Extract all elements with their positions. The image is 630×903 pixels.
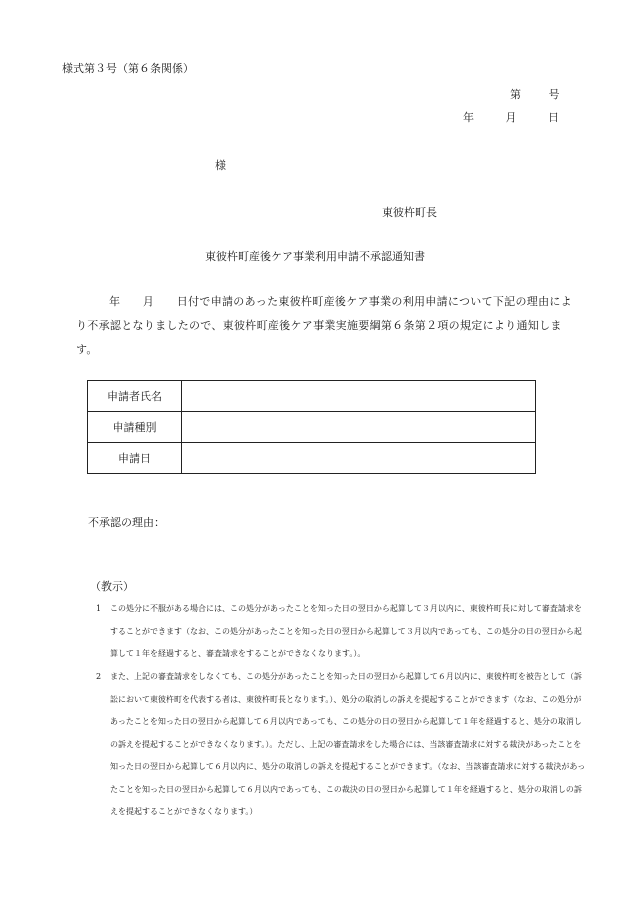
application-date-label: 申請日	[88, 443, 182, 474]
application-type-value	[182, 412, 536, 443]
table-row	[88, 412, 536, 443]
document-title: 東彼杵町産後ケア事業利用申請不承認通知書	[205, 250, 425, 263]
reject-reason-label: 不承認の理由：	[88, 516, 165, 529]
document-number: 第 号	[510, 88, 560, 101]
notice-item	[96, 666, 586, 824]
notice-heading: （教示）	[90, 580, 134, 593]
notice-item-number: 2	[96, 672, 102, 681]
issuer: 東彼杵町長	[382, 206, 437, 219]
applicant-name-value	[182, 381, 536, 412]
notice-item-number: 1	[96, 604, 102, 613]
document-date: 年 月 日	[463, 111, 559, 124]
application-type-label: 申請種別	[88, 412, 182, 443]
notice-item-text: この処分に不服がある場合には、この処分があったことを知った日の翌日から起算して３月以内に、東彼杵町長に対して審査請求をすることができます（なお、この処分があったことを知った日の翌日から起算して３月以内であっても、この処分の日の翌日から起算して１年を経過すると、審査請求をすることができなくなります。）。	[110, 604, 582, 658]
table-row	[88, 443, 536, 474]
notice-item	[96, 598, 586, 666]
table-row	[88, 381, 536, 412]
body-paragraph: 年 月 日付で申請のあった東彼杵町産後ケア事業の利用申請について下記の理由により不承認となりましたので、東彼杵町産後ケア事業実施要綱第６条第２項の規定により通知します。	[76, 295, 572, 356]
form-number: 様式第３号（第６条関係）	[62, 62, 194, 75]
application-date-value	[182, 443, 536, 474]
application-table	[87, 380, 536, 474]
notice-item-text: また、上記の審査請求をしなくても、この処分があったことを知った日の翌日から起算して６月以内に、東彼杵町を被告として（訴訟において東彼杵町を代表する者は、東彼杵町長となります。）、処分の取消しの訴えを提起することができます（なお、この処分があったことを知った日の翌日から起算して６月以内であっても、この処分の日の翌日から起算して１年を経過すると、処分の取消しの訴えを提起することができなくなります。）。ただし、上記の審査請求をした場合には、当該審査請求に対する裁決があったことを知った日の翌日から起算して６月以内に、処分の取消しの訴えを提起することができます。（なお、当該審査請求に対する裁決があったことを知った日の翌日から起算して６月以内であっても、この裁決の日の翌日から起算して１年を経過すると、処分の取消しの訴えを提起することができなくなります。）	[110, 672, 586, 816]
addressee: 様	[215, 159, 226, 172]
applicant-name-label: 申請者氏名	[88, 381, 182, 412]
